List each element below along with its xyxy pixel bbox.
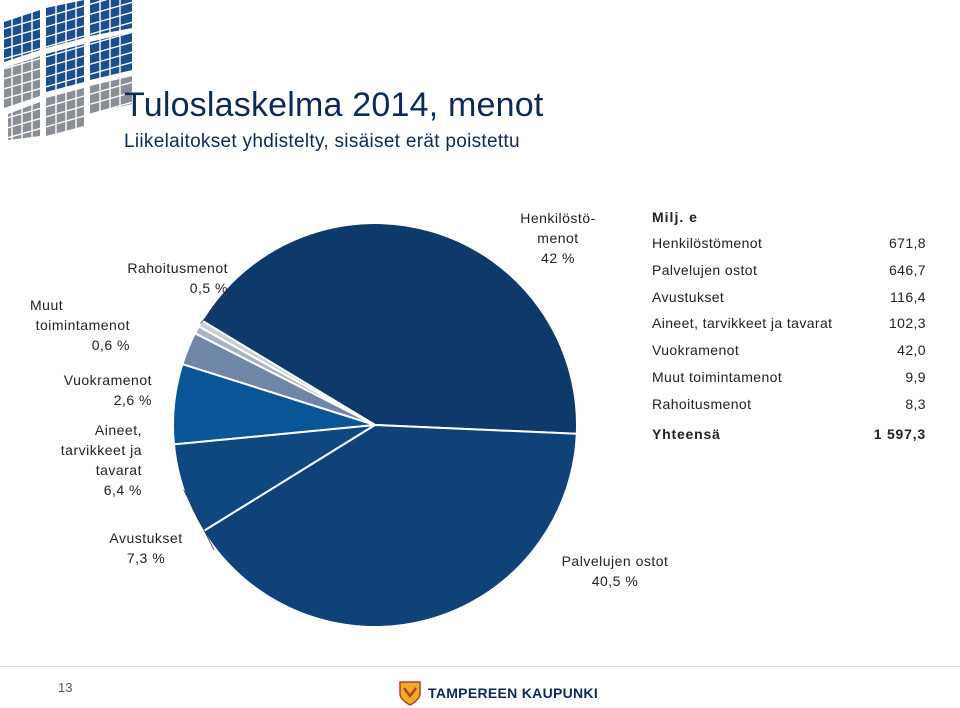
city-name: TAMPEREEN KAUPUNKI [428,685,599,701]
label-avustukset: Avustukset 7,3 % [109,530,183,566]
table-row: Muut toimintamenot 9,9 [652,368,926,385]
footer-divider [0,666,960,667]
label-palvelujen-ostot: Palvelujen ostot 40,5 % [561,553,669,589]
page-number: 13 [58,680,73,695]
label-aineet: Aineet, tarvikkeet ja tavarat 6,4 % [60,422,142,498]
label-henkilostomenot: Henkilöstö- menot 42 % [520,210,596,266]
label-vuokramenot: Vuokramenot 2,6 % [63,372,152,408]
table-total-row: Yhteensä 1 597,3 [652,425,926,442]
table-row: Henkilöstömenot 671,8 [652,235,926,251]
label-muut-toimintamenot: Muut toimintamenot 0,6 % [30,297,130,353]
label-rahoitusmenot: Rahoitusmenot 0,5 % [127,260,228,296]
expense-table [652,204,926,447]
page-subtitle: Liikelaitokset yhdistelty, sisäiset erät poistettu [124,131,520,152]
table-row: Aineet, tarvikkeet ja tavarat 102,3 [652,315,926,332]
city-crest-icon [398,680,422,706]
table-row: Rahoitusmenot 8,3 [652,395,926,412]
table-row: Palvelujen ostot 646,7 [652,261,926,278]
table-row: Vuokramenot 42,0 [652,342,926,359]
table-header: Milj. e [652,209,698,225]
page-title: Tuloslaskelma 2014, menot [124,86,544,124]
city-brand [398,680,598,706]
table-row: Avustukset 116,4 [652,288,926,305]
